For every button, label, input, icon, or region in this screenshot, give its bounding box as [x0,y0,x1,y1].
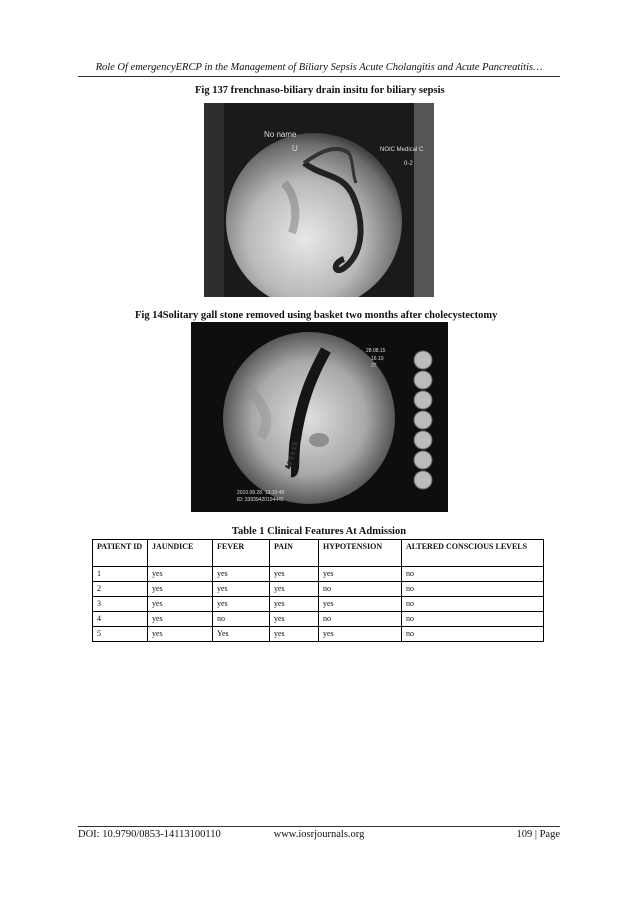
overlay-time-text: 16.10 [371,356,384,362]
table-cell: no [402,567,544,582]
table-cell: no [402,582,544,597]
column-header-patient-id: PATIENT ID [93,540,148,567]
figure-13-caption: Fig 137 frenchnaso-biliary drain insitu for biliary sepsis [195,85,445,96]
overlay-u-text: U [292,144,298,153]
figure-14-caption: Fig 14Solitary gall stone removed using basket two months after cholecystectomy [135,310,498,321]
footer-website: www.iosrjournals.org [273,829,365,840]
footer-doi: DOI: 10.9790/0853-14113100110 [78,829,221,840]
table-cell: yes [270,597,319,612]
table-cell: yes [270,567,319,582]
clinical-features-table [92,539,544,642]
table-cell: no [319,582,402,597]
table-cell: 4 [93,612,148,627]
table-cell: yes [270,612,319,627]
overlay-code-text: JT [371,363,377,369]
table-row [93,627,544,642]
table-cell: yes [270,582,319,597]
table-cell: no [213,612,270,627]
overlay-site-text: NOIC Medical C [380,147,424,153]
table-cell: 3 [93,597,148,612]
table-row [93,597,544,612]
column-header-fever: FEVER [213,540,270,567]
table-cell: yes [213,597,270,612]
column-header-jaundice: JAUNDICE [148,540,213,567]
table-cell: yes [213,567,270,582]
table-cell: yes [148,567,213,582]
table-cell: 5 [93,627,148,642]
column-header-hypotension: HYPOTENSION [319,540,402,567]
table-row [93,612,544,627]
overlay-footer1-text: 2010.08.28. 13:10:45 [237,490,285,496]
table-cell: yes [148,597,213,612]
table-cell: yes [319,597,402,612]
fluoroscopy-image-13 [204,103,434,297]
table-1-title: Table 1 Clinical Features At Admission [231,526,407,537]
table-cell: no [402,612,544,627]
fluoroscopy-image-14 [191,322,448,512]
table-cell: Yes [213,627,270,642]
table-cell: yes [148,612,213,627]
header-divider [78,76,560,77]
overlay-name-text: No name [264,130,297,139]
footer-page-number: 109 | Page [516,829,560,840]
overlay-footer2-text: ID: 33939420194445 [237,497,284,503]
table-cell: 1 [93,567,148,582]
table-cell: yes [270,627,319,642]
footer-divider [78,826,560,827]
figure-14-fluoroscopy-image [191,322,448,512]
table-row [93,582,544,597]
table-header-row [93,540,544,567]
overlay-date-text: 28.08.15 [366,348,386,354]
table-row [93,567,544,582]
table-cell: yes [213,582,270,597]
overlay-num-text: 0-2 [404,161,413,167]
table-cell: 2 [93,582,148,597]
table-cell: yes [319,567,402,582]
table-cell: yes [319,627,402,642]
table-cell: no [402,627,544,642]
running-header: Role Of emergencyERCP in the Management of Biliary Sepsis Acute Cholangitis and Acute Pancreatitis… [95,62,543,73]
table-cell: no [319,612,402,627]
column-header-pain: PAIN [270,540,319,567]
figure-13-fluoroscopy-image [204,103,434,297]
table-cell: no [402,597,544,612]
column-header-altered-conscious-levels: ALTERED CONSCIOUS LEVELS [402,540,544,567]
table-cell: yes [148,582,213,597]
table-cell: yes [148,627,213,642]
